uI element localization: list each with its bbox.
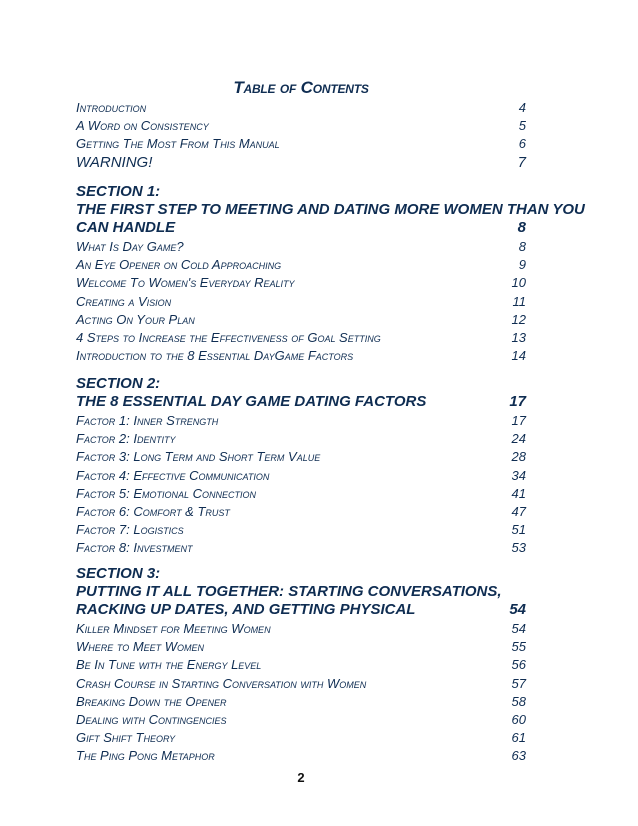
toc-entry (76, 413, 526, 428)
toc-entry (76, 486, 526, 501)
toc-entry-label: Introduction (76, 100, 147, 115)
toc-entry-page: 60 (511, 712, 526, 727)
toc-title: Table of Contents (233, 78, 369, 97)
toc-entry-page: 4 (518, 100, 526, 115)
toc-entry-page: 28 (511, 449, 526, 465)
toc-entry (76, 431, 526, 446)
section-title-page: 8 (517, 219, 526, 236)
toc-entry-label: Gift Shift Theory (76, 730, 176, 746)
toc-entry-label: The Ping Pong Metaphor (76, 748, 215, 764)
toc-entry-page: 63 (511, 748, 526, 764)
page-number: 2 (297, 770, 305, 785)
toc-entry-page: 13 (511, 330, 526, 345)
toc-entry (76, 294, 526, 309)
toc-entry (76, 257, 526, 272)
toc-entry (76, 712, 526, 727)
toc-entry-page: 57 (511, 675, 526, 691)
toc-entry-label: Factor 6: Comfort & Trust (76, 504, 230, 519)
intro-entry (76, 136, 526, 151)
toc-entry-label: Crash Course in Starting Conversation with Women (76, 675, 367, 691)
section-title-row (76, 219, 526, 236)
toc-entry-label: Where to Meet Women (76, 639, 205, 655)
toc-entry-label: An Eye Opener on Cold Approaching (76, 257, 282, 273)
section-title-row (76, 601, 526, 618)
toc-entry-label: Introduction to the 8 Essential DayGame Factors (76, 348, 354, 364)
toc-entry-page: 51 (511, 522, 526, 538)
toc-entry-page: 11 (512, 293, 526, 309)
toc-entry-page: 10 (511, 275, 526, 291)
toc-entry-label: 4 Steps to Increase the Effectiveness of Goal Setting (76, 330, 381, 345)
toc-entry-label: Creating a Vision (76, 293, 172, 309)
toc-entry-label: Factor 8: Investment (76, 540, 193, 556)
toc-entry-label: Dealing with Contingencies (76, 712, 227, 727)
toc-entry (76, 522, 526, 537)
toc-entry (76, 621, 526, 636)
section-title-row (76, 393, 526, 410)
toc-entry-page: 54 (511, 621, 526, 636)
toc-entry-label: Be In Tune with the Energy Level (76, 657, 262, 673)
toc-entry (76, 748, 526, 763)
toc-entry-page: 6 (518, 136, 526, 151)
toc-entry-label: Factor 5: Emotional Connection (76, 485, 257, 501)
toc-entry-page: 58 (511, 693, 526, 709)
toc-entry-label: Breaking Down the Opener (76, 693, 227, 709)
toc-entry (76, 330, 526, 345)
toc-entry-page: 8 (518, 239, 526, 254)
toc-entry-page: 5 (518, 118, 526, 133)
toc-entry (76, 540, 526, 555)
section-heading: SECTION 2: (76, 375, 161, 392)
intro-entry (76, 154, 526, 171)
toc-entry (76, 730, 526, 745)
toc-entry (76, 657, 526, 672)
section-heading: SECTION 3: (76, 565, 161, 582)
toc-entry (76, 468, 526, 483)
toc-entry-page: 47 (511, 504, 526, 519)
toc-entry-label: Factor 4: Effective Communication (76, 467, 270, 483)
intro-entry (76, 118, 526, 133)
toc-entry-label: What Is Day Game? (76, 239, 184, 254)
intro-entry (76, 100, 526, 115)
section-title-text: THE 8 ESSENTIAL DAY GAME DATING FACTORS (76, 393, 427, 410)
toc-entry-label: Acting On Your Plan (76, 311, 195, 327)
toc-entry-label: Factor 1: Inner Strength (76, 413, 219, 428)
section-title-text: CAN HANDLE (76, 219, 176, 236)
toc-entry-page: 56 (511, 657, 526, 673)
toc-entry-label: Welcome To Women's Everyday Reality (76, 275, 295, 291)
toc-entry-page: 55 (511, 639, 526, 655)
toc-entry-label: Factor 2: Identity (76, 431, 176, 447)
toc-entry-label: A Word on Consistency (76, 118, 209, 133)
toc-entry-label: WARNING! (76, 154, 153, 171)
section-heading: SECTION 1: (76, 183, 161, 200)
toc-entry-label: Killer Mindset for Meeting Women (76, 621, 271, 636)
toc-entry (76, 312, 526, 327)
toc-entry-page: 7 (517, 154, 526, 171)
toc-entry (76, 504, 526, 519)
toc-entry-label: Factor 3: Long Term and Short Term Value (76, 449, 321, 465)
toc-entry (76, 348, 526, 363)
toc-entry-page: 12 (511, 311, 526, 327)
toc-entry (76, 676, 526, 691)
toc-entry-page: 53 (511, 540, 526, 556)
toc-entry (76, 275, 526, 290)
toc-entry-page: 17 (511, 413, 526, 428)
section-title-page: 54 (509, 601, 526, 618)
section-title-line: PUTTING IT ALL TOGETHER: STARTING CONVERSATIONS, (76, 583, 502, 600)
toc-entry-label: Getting The Most From This Manual (76, 136, 280, 151)
section-title-page: 17 (509, 393, 526, 410)
toc-entry-page: 14 (511, 348, 526, 364)
toc-entry-page: 61 (511, 730, 526, 746)
toc-entry-page: 41 (511, 485, 526, 501)
toc-entry (76, 239, 526, 254)
toc-entry (76, 639, 526, 654)
toc-entry-page: 34 (511, 467, 526, 483)
toc-entry-page: 9 (518, 257, 526, 273)
toc-entry (76, 694, 526, 709)
toc-entry-page: 24 (511, 431, 526, 447)
toc-entry (76, 449, 526, 464)
section-title-line: THE FIRST STEP TO MEETING AND DATING MORE WOMEN THAN YOU (76, 201, 585, 218)
section-title-text: RACKING UP DATES, AND GETTING PHYSICAL (76, 601, 416, 618)
toc-entry-label: Factor 7: Logistics (76, 522, 184, 538)
